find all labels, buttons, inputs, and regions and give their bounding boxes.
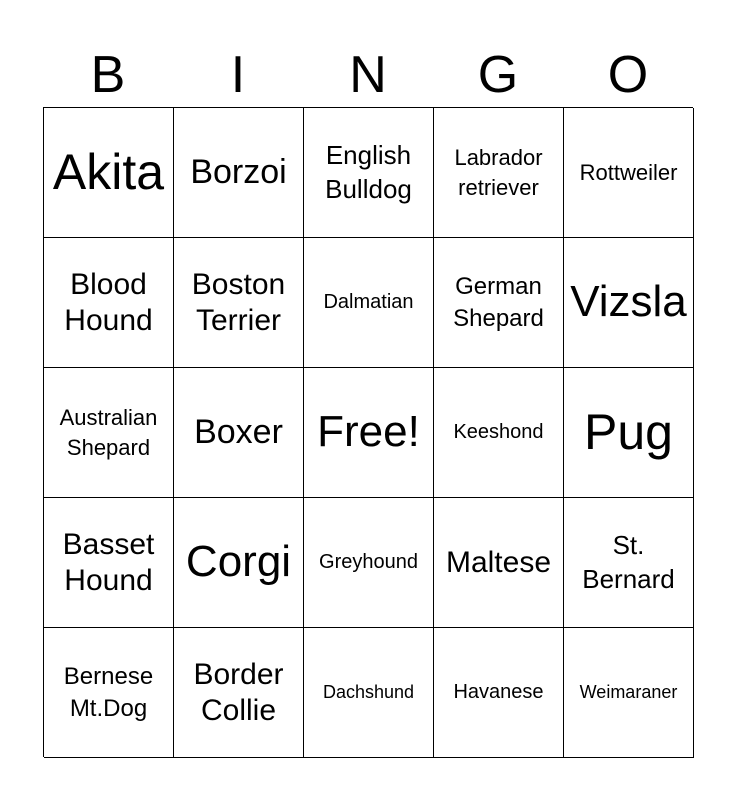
bingo-cell: Dalmatian [304, 238, 434, 368]
bingo-cell: Blood Hound [44, 238, 174, 368]
bingo-cell: German Shepard [434, 238, 564, 368]
bingo-card [43, 107, 693, 757]
bingo-cell: Rottweiler [564, 108, 694, 238]
header-letter-n: N [349, 46, 387, 104]
bingo-cell: English Bulldog [304, 108, 434, 238]
bingo-cell: Havanese [434, 628, 564, 758]
bingo-cell: Keeshond [434, 368, 564, 498]
bingo-cell: Australian Shepard [44, 368, 174, 498]
bingo-cell: Boston Terrier [174, 238, 304, 368]
bingo-header [43, 44, 693, 106]
header-letter-o: O [607, 46, 649, 104]
header-letter-g: G [477, 46, 519, 104]
bingo-cell: Dachshund [304, 628, 434, 758]
bingo-cell: Maltese [434, 498, 564, 628]
bingo-cell: Basset Hound [44, 498, 174, 628]
bingo-cell: Labrador retriever [434, 108, 564, 238]
bingo-cell: Pug [564, 368, 694, 498]
bingo-cell: Vizsla [564, 238, 694, 368]
bingo-cell: Akita [44, 108, 174, 238]
free-space-cell: Free! [304, 368, 434, 498]
bingo-cell: Bernese Mt.Dog [44, 628, 174, 758]
bingo-cell: Boxer [174, 368, 304, 498]
bingo-cell: Weimaraner [564, 628, 694, 758]
header-letter-b: B [90, 46, 126, 104]
bingo-cell: Greyhound [304, 498, 434, 628]
header-letter-i: I [230, 46, 246, 104]
bingo-cell: Borzoi [174, 108, 304, 238]
bingo-cell: Corgi [174, 498, 304, 628]
bingo-cell: Border Collie [174, 628, 304, 758]
bingo-cell: St. Bernard [564, 498, 694, 628]
